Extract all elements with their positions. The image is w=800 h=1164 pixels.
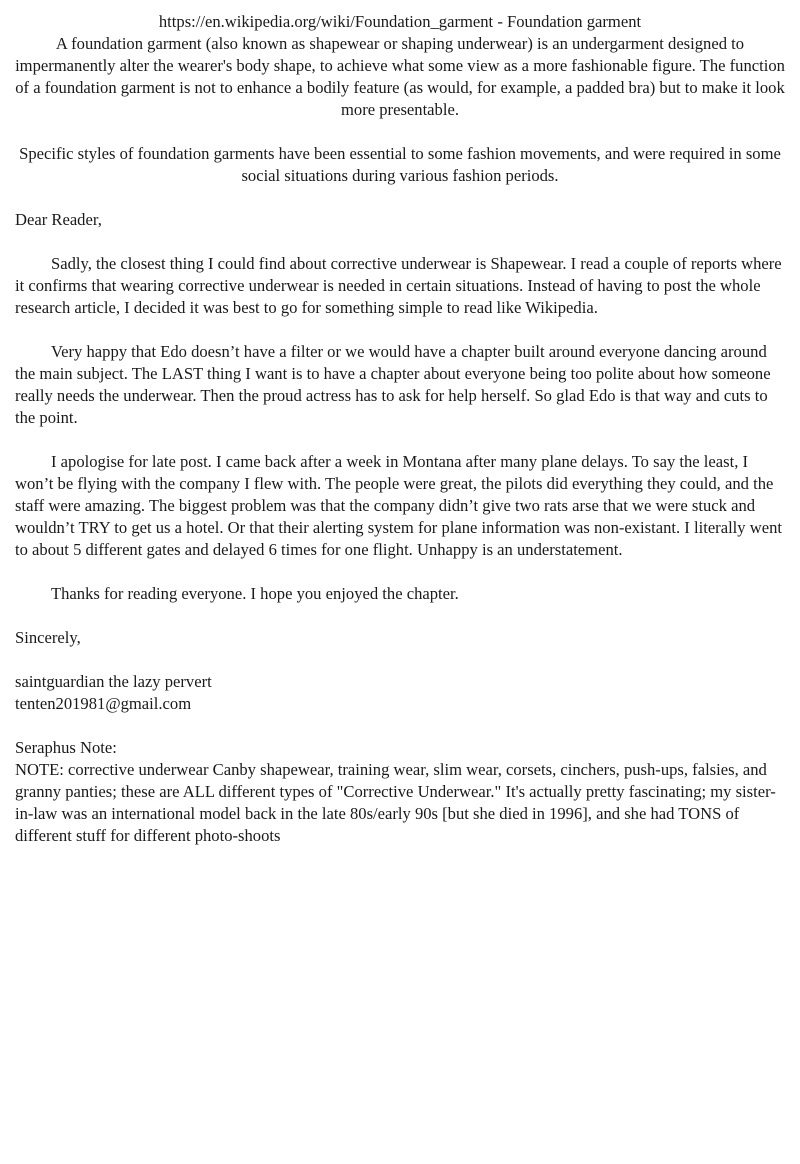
source-url-line: https://en.wikipedia.org/wiki/Foundation_garment - Foundation garment	[158, 12, 642, 31]
note-heading: Seraphus Note:	[15, 738, 117, 757]
greeting: Dear Reader,	[15, 210, 102, 229]
letter-paragraph: Sadly, the closest thing I could find about corrective underwear is Shapewear. I read a couple of reports where it confirms that wearing corrective underwear is needed in certain situations. Instead of having to post the whole research article, I decided it was best to go for something simple to read like Wikipedia.	[15, 254, 782, 317]
letter-paragraph: Thanks for reading everyone. I hope you enjoyed the chapter.	[51, 584, 459, 603]
greeting-block	[15, 209, 785, 231]
styles-paragraph: Specific styles of foundation garments have been essential to some fashion movements, and were required in some social situations during various fashion periods.	[19, 144, 781, 185]
letter-paragraph-4-block	[15, 583, 785, 605]
wiki-excerpt	[15, 11, 785, 121]
signature-name: saintguardian the lazy pervert	[15, 672, 212, 691]
signature-block	[15, 671, 785, 715]
letter-paragraph-2-block	[15, 341, 785, 429]
letter-paragraph-1-block	[15, 253, 785, 319]
note-body: NOTE: corrective underwear Canby shapewear, training wear, slim wear, corsets, cinchers, push-ups, falsies, and granny panties; these are ALL different types of "Corrective Underwear." It's actually pretty fascinating; my sister-in-law was an international model back in the late 80s/early 90s [but she died in 1996], and she had TONS of different stuff for different photo-shoots	[15, 760, 776, 845]
letter-paragraph: I apologise for late post. I came back after a week in Montana after many plane delays. To say the least, I won’t be flying with the company I flew with. The people were great, the pilots did everything they could, and the staff were amazing. The biggest problem was that the company didn’t give two rats arse that we were stuck and wouldn’t TRY to get us a hotel. Or that their alerting system for plane information was non-existant. I literally went to about 5 different gates and delayed 6 times for one flight. Unhappy is an understatement.	[15, 452, 782, 559]
signature-email: tenten201981@gmail.com	[15, 694, 192, 713]
letter-paragraph-3-block	[15, 451, 785, 561]
letter-paragraph: Very happy that Edo doesn’t have a filter or we would have a chapter built around everyone dancing around the main subject. The LAST thing I want is to have a chapter about everyone being too polite about how someone really needs the underwear. Then the proud actress has to ask for help herself. So glad Edo is that way and cuts to the point.	[15, 342, 771, 427]
definition-paragraph: A foundation garment (also known as shapewear or shaping underwear) is an undergarment designed to impermanently alter the wearer's body shape, to achieve what some view as a more fashionable figure. The function of a foundation garment is not to enhance a bodily feature (as would, for example, a padded bra) but to make it look more presentable.	[15, 34, 785, 119]
note-block	[15, 737, 785, 847]
styles-excerpt	[15, 143, 785, 187]
closing: Sincerely,	[15, 628, 81, 647]
closing-block	[15, 627, 785, 649]
